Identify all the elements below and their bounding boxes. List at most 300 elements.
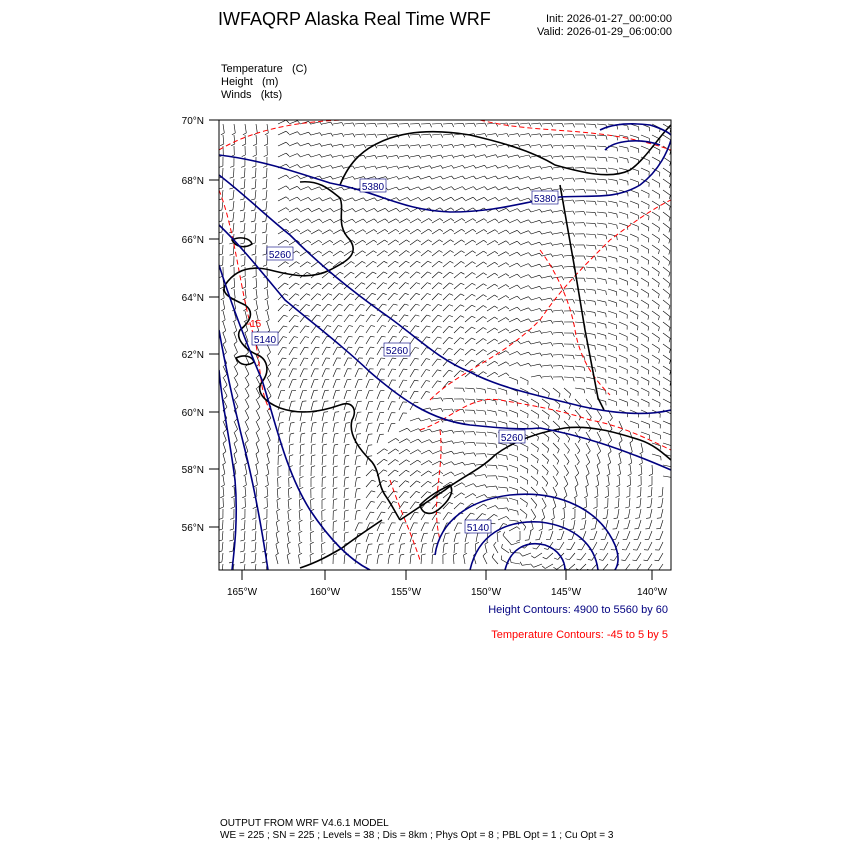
wind-barb bbox=[619, 168, 628, 170]
wind-barb-flag bbox=[606, 302, 607, 306]
contour-label bbox=[499, 430, 525, 444]
wind-barb bbox=[487, 176, 496, 179]
wind-barb bbox=[366, 358, 370, 366]
wind-barb bbox=[289, 326, 294, 333]
wind-barb-flag bbox=[483, 328, 486, 330]
wind-barb bbox=[465, 513, 471, 520]
wind-barb-flag bbox=[418, 460, 421, 462]
wind-barb-flag bbox=[346, 423, 350, 424]
wind-barb-flag bbox=[483, 306, 486, 308]
wind-barb bbox=[344, 326, 349, 334]
wind-barb bbox=[520, 465, 528, 469]
wind-barb bbox=[322, 380, 325, 388]
wind-barb bbox=[355, 134, 364, 135]
wind-barb-flag bbox=[463, 442, 465, 445]
wind-barb bbox=[606, 520, 608, 529]
wind-barb-flag bbox=[632, 560, 636, 561]
wind-barb bbox=[399, 304, 405, 311]
wind-barb-flag bbox=[342, 155, 344, 158]
wind-barb bbox=[300, 240, 308, 245]
wind-barb bbox=[531, 375, 540, 377]
init-time: Init: 2026-01-27_00:00:00 bbox=[546, 13, 672, 25]
wind-barb-flag bbox=[495, 273, 498, 275]
wind-barb bbox=[421, 512, 426, 520]
wind-barb bbox=[256, 476, 257, 485]
wind-barb-flag bbox=[582, 518, 586, 519]
wind-barb bbox=[487, 361, 495, 366]
wind-barb bbox=[476, 514, 482, 521]
wind-barb-flag bbox=[462, 229, 465, 231]
wind-barb bbox=[399, 402, 403, 410]
wind-barb bbox=[443, 294, 449, 300]
wind-barb-flag bbox=[462, 219, 465, 222]
wind-barb-flag bbox=[331, 144, 333, 147]
lat-tick-label: 60°N bbox=[181, 408, 204, 419]
wind-barb-flag bbox=[276, 520, 279, 522]
wind-barb bbox=[619, 179, 628, 181]
wind-barb-flag bbox=[620, 429, 623, 432]
wind-barb bbox=[289, 412, 291, 421]
wind-barb bbox=[476, 155, 485, 157]
wind-barb bbox=[311, 165, 320, 168]
wind-barb bbox=[498, 230, 506, 234]
wind-barb-flag bbox=[669, 229, 670, 233]
wind-barb bbox=[476, 123, 485, 124]
wind-barb-flag bbox=[506, 296, 509, 299]
wind-barb bbox=[366, 512, 370, 520]
wind-barb-flag bbox=[584, 334, 585, 338]
wind-barb-flag bbox=[485, 389, 486, 393]
wind-barb-flag bbox=[395, 449, 398, 451]
wind-barb bbox=[443, 123, 452, 124]
wind-barb-flag bbox=[430, 176, 433, 179]
wind-barb bbox=[355, 347, 359, 355]
wind-barb-flag bbox=[565, 484, 568, 487]
wind-barb bbox=[333, 434, 335, 443]
wind-barb-flag bbox=[297, 121, 300, 124]
wind-barb-flag bbox=[415, 369, 419, 370]
wind-barb bbox=[509, 498, 518, 501]
wind-barb bbox=[388, 240, 395, 245]
wind-barb-flag bbox=[262, 221, 266, 222]
wind-barb bbox=[534, 564, 542, 567]
wind-barb-flag bbox=[242, 155, 246, 157]
wind-barb-flag bbox=[638, 315, 639, 319]
wind-barb bbox=[256, 278, 257, 287]
wind-barb bbox=[366, 555, 368, 564]
wind-barb bbox=[388, 145, 397, 146]
wind-barb-flag bbox=[383, 283, 387, 285]
wind-barb bbox=[487, 506, 495, 510]
wind-barb-flag bbox=[406, 261, 410, 263]
wind-barb bbox=[311, 456, 312, 465]
wind-barb bbox=[245, 520, 246, 529]
wind-barb bbox=[222, 553, 223, 562]
wind-barb bbox=[542, 166, 551, 168]
wind-barb bbox=[509, 465, 518, 468]
wind-barb-flag bbox=[342, 133, 344, 137]
wind-barb-flag bbox=[621, 560, 625, 561]
wind-barb bbox=[663, 355, 670, 360]
wind-barb-flag bbox=[230, 177, 234, 178]
wind-barb-flag bbox=[551, 232, 553, 235]
wind-barb bbox=[652, 289, 659, 294]
wind-barb bbox=[311, 358, 315, 366]
wind-barb-flag bbox=[430, 419, 433, 422]
wind-barb-flag bbox=[529, 166, 531, 169]
wind-barb-flag bbox=[361, 304, 365, 305]
wind-barb bbox=[366, 534, 369, 543]
wind-barb-flag bbox=[407, 439, 410, 442]
wind-barb bbox=[278, 175, 286, 179]
wind-barb bbox=[311, 230, 319, 234]
wind-barb bbox=[289, 262, 296, 267]
wind-barb bbox=[454, 155, 463, 157]
wind-barb bbox=[663, 421, 671, 425]
wind-barb-flag bbox=[428, 261, 432, 263]
wind-barb-flag bbox=[334, 466, 338, 467]
wind-barb-flag bbox=[326, 347, 330, 348]
wind-barb-flag bbox=[441, 134, 443, 138]
wind-barb-flag bbox=[417, 251, 420, 253]
wind-barb-flag bbox=[297, 175, 300, 178]
wind-barb-flag bbox=[333, 521, 337, 522]
wind-barb bbox=[586, 311, 595, 312]
wind-barb-flag bbox=[301, 444, 305, 445]
wind-barb-flag bbox=[472, 273, 475, 275]
wind-barb-flag bbox=[451, 187, 454, 190]
wind-barb-flag bbox=[382, 326, 386, 327]
wind-barb bbox=[388, 251, 395, 257]
wind-barb-flag bbox=[371, 491, 375, 492]
wind-barb-flag bbox=[528, 286, 531, 289]
wind-barb-flag bbox=[450, 283, 454, 285]
wind-barb bbox=[432, 337, 438, 344]
wind-barb-flag bbox=[659, 338, 660, 342]
wind-barb bbox=[355, 326, 360, 334]
wind-barb-flag bbox=[346, 434, 350, 435]
wind-barb-flag bbox=[520, 562, 522, 566]
wind-barb-flag bbox=[510, 549, 511, 553]
wind-barb-flag bbox=[255, 474, 258, 476]
wind-barb bbox=[531, 421, 539, 426]
wind-barb bbox=[522, 564, 531, 565]
wind-barb bbox=[619, 388, 627, 391]
wind-barb bbox=[267, 168, 268, 177]
wind-barb-flag bbox=[229, 573, 233, 574]
wind-barb bbox=[597, 212, 606, 213]
wind-barb bbox=[597, 454, 600, 462]
wind-barb bbox=[564, 498, 566, 507]
wind-barb bbox=[388, 358, 392, 366]
wind-barb-flag bbox=[441, 155, 443, 158]
wind-barb bbox=[476, 432, 485, 433]
wind-barb bbox=[542, 443, 549, 449]
wind-barb bbox=[267, 388, 271, 396]
wind-barb-flag bbox=[262, 232, 266, 233]
wind-barb bbox=[597, 157, 606, 158]
wind-barb bbox=[564, 189, 573, 190]
wind-barb bbox=[586, 465, 589, 473]
wind-barb-flag bbox=[506, 252, 509, 255]
wind-barb bbox=[583, 531, 586, 539]
wind-barb bbox=[608, 465, 610, 474]
wind-barb-flag bbox=[659, 382, 660, 386]
wind-barb bbox=[476, 350, 483, 356]
wind-barb bbox=[300, 347, 305, 355]
wind-barb bbox=[625, 553, 630, 561]
wind-barb-flag bbox=[451, 472, 454, 475]
wind-barb-flag bbox=[474, 453, 476, 457]
wind-barb-flag bbox=[517, 296, 520, 299]
wind-barb-flag bbox=[306, 294, 310, 296]
wind-barb-flag bbox=[648, 338, 649, 342]
wind-barb bbox=[487, 155, 496, 157]
wind-barb-flag bbox=[319, 198, 322, 201]
wind-barb bbox=[465, 533, 467, 542]
wind-barb-flag bbox=[452, 155, 454, 158]
wind-barb bbox=[421, 187, 429, 190]
wind-barb bbox=[289, 347, 294, 355]
wind-barb-flag bbox=[460, 349, 464, 351]
wind-barb-flag bbox=[584, 378, 585, 382]
wind-barb-flag bbox=[221, 485, 224, 487]
wind-barb-flag bbox=[384, 470, 388, 472]
wind-barb bbox=[234, 333, 237, 342]
wind-barb bbox=[476, 240, 484, 245]
wind-barb bbox=[377, 272, 384, 278]
wind-barb-flag bbox=[423, 544, 427, 545]
wind-barb bbox=[608, 223, 617, 225]
wind-barb bbox=[421, 461, 429, 466]
wind-barb bbox=[586, 399, 592, 406]
wind-barb bbox=[542, 145, 551, 146]
wind-barb-flag bbox=[441, 398, 443, 402]
wind-barb bbox=[597, 355, 606, 358]
wind-barb bbox=[333, 326, 338, 333]
wind-barb bbox=[377, 358, 381, 366]
wind-barb-flag bbox=[669, 206, 670, 210]
wind-barb-flag bbox=[617, 247, 618, 251]
wind-barb-flag bbox=[529, 177, 532, 180]
wind-barb bbox=[421, 240, 428, 245]
wind-barb-flag bbox=[526, 515, 527, 519]
wind-barb-flag bbox=[333, 554, 337, 555]
wind-barb bbox=[234, 322, 237, 331]
wind-barb-flag bbox=[495, 295, 498, 297]
wind-barb bbox=[531, 388, 539, 393]
wind-barb-flag bbox=[531, 556, 534, 558]
wind-barb bbox=[597, 432, 601, 440]
wind-barb-flag bbox=[483, 317, 486, 319]
wind-barb bbox=[377, 534, 380, 543]
wind-barb-flag bbox=[617, 181, 618, 185]
wind-barb bbox=[377, 336, 382, 344]
wind-barb bbox=[322, 133, 331, 135]
wind-barb-flag bbox=[286, 197, 289, 200]
wind-barb-flag bbox=[254, 309, 257, 311]
wind-barb bbox=[597, 256, 606, 258]
wind-barb bbox=[234, 432, 237, 440]
wind-barb-flag bbox=[495, 284, 498, 286]
wind-barb bbox=[443, 251, 450, 257]
wind-barb bbox=[619, 157, 628, 159]
wind-barb bbox=[366, 501, 371, 509]
wind-barb-flag bbox=[540, 242, 543, 245]
wind-barb bbox=[454, 197, 462, 201]
wind-barb-flag bbox=[495, 372, 498, 374]
wind-barb bbox=[550, 531, 553, 540]
wind-barb-flag bbox=[284, 326, 288, 327]
wind-barb bbox=[421, 293, 427, 300]
wind-barb bbox=[333, 208, 341, 212]
wind-barb bbox=[267, 432, 270, 440]
lon-tick-label: 165°W bbox=[226, 587, 258, 598]
wind-barb-flag bbox=[341, 198, 344, 201]
wind-barb bbox=[355, 272, 362, 278]
wind-barb bbox=[355, 208, 363, 212]
wind-barb bbox=[476, 495, 484, 499]
wind-barb bbox=[256, 520, 257, 529]
wind-barb bbox=[267, 487, 268, 496]
wind-barb-flag bbox=[549, 393, 550, 397]
wind-barb bbox=[487, 165, 496, 168]
wind-barb bbox=[630, 465, 631, 474]
wind-barb-flag bbox=[608, 451, 611, 454]
wind-barb-flag bbox=[584, 256, 586, 260]
wind-barb bbox=[564, 266, 573, 267]
wind-barb-flag bbox=[251, 199, 255, 200]
wind-barb-flag bbox=[316, 336, 320, 337]
wind-barb bbox=[311, 445, 312, 454]
wind-barb bbox=[344, 511, 345, 520]
wind-barb bbox=[465, 165, 474, 168]
wind-barb-flag bbox=[659, 206, 660, 210]
wind-barb bbox=[399, 261, 406, 267]
wind-barb bbox=[443, 283, 450, 289]
wind-barb bbox=[355, 145, 364, 146]
wind-barb-flag bbox=[507, 477, 508, 481]
wind-barb bbox=[509, 274, 517, 278]
wind-barb bbox=[465, 305, 472, 311]
wind-barb bbox=[443, 326, 449, 333]
wind-barb-flag bbox=[606, 224, 607, 228]
wind-barb-flag bbox=[473, 219, 476, 222]
wind-barb-flag bbox=[414, 391, 418, 392]
wind-barb-flag bbox=[537, 471, 538, 475]
wind-barb-flag bbox=[540, 286, 543, 289]
height-contour-note: Height Contours: 4900 to 5560 by 60 bbox=[488, 604, 668, 616]
wind-barb-flag bbox=[595, 124, 596, 128]
wind-barb bbox=[520, 231, 528, 234]
wind-barb bbox=[546, 553, 553, 559]
wind-barb bbox=[255, 190, 256, 199]
wind-barb bbox=[586, 267, 595, 268]
wind-barb bbox=[520, 209, 529, 212]
wind-barb-flag bbox=[320, 154, 323, 157]
wind-barb-flag bbox=[463, 165, 466, 168]
wind-barb bbox=[288, 511, 289, 520]
wind-barb-flag bbox=[573, 145, 575, 149]
wind-barb-flag bbox=[506, 230, 509, 233]
wind-barb bbox=[432, 381, 437, 388]
wind-barb bbox=[531, 364, 540, 366]
wind-barb-flag bbox=[263, 518, 267, 519]
wind-barb-flag bbox=[262, 562, 266, 563]
wind-barb bbox=[388, 134, 397, 135]
wind-barb bbox=[255, 553, 256, 562]
wind-barb bbox=[245, 135, 246, 144]
wind-barb bbox=[276, 544, 278, 553]
wind-barb-flag bbox=[648, 227, 649, 231]
wind-barb bbox=[223, 322, 226, 331]
wind-barb-flag bbox=[406, 470, 410, 472]
wind-barb bbox=[355, 336, 360, 344]
wind-barb bbox=[244, 531, 245, 540]
wind-barb bbox=[289, 165, 297, 169]
wind-barb bbox=[399, 358, 404, 366]
wind-barb-flag bbox=[371, 501, 375, 502]
wind-barb bbox=[410, 145, 419, 146]
wind-barb bbox=[255, 179, 256, 188]
wind-barb bbox=[344, 369, 348, 377]
wind-barb-flag bbox=[439, 261, 443, 263]
wind-barb-flag bbox=[251, 232, 255, 233]
wind-barb bbox=[267, 476, 268, 485]
wind-barb-flag bbox=[364, 155, 366, 158]
wind-barb bbox=[377, 369, 381, 377]
wind-barb bbox=[476, 410, 485, 411]
wind-barb bbox=[311, 262, 318, 267]
wind-barb-flag bbox=[415, 348, 419, 349]
wind-barb-flag bbox=[540, 375, 542, 378]
wind-barb bbox=[388, 413, 391, 421]
wind-barb bbox=[498, 198, 506, 201]
wind-barb-flag bbox=[452, 409, 454, 413]
wind-barb bbox=[531, 443, 538, 448]
wind-barb bbox=[498, 362, 506, 366]
wind-barb bbox=[652, 432, 660, 435]
wind-barb bbox=[443, 370, 449, 377]
wind-barb bbox=[300, 165, 309, 168]
wind-barb-flag bbox=[352, 209, 355, 212]
wind-barb-flag bbox=[330, 208, 333, 211]
wind-barb-flag bbox=[596, 474, 599, 477]
wind-barb-flag bbox=[267, 440, 270, 443]
wind-barb-flag bbox=[553, 507, 556, 510]
wind-barb-flag bbox=[672, 478, 673, 482]
wind-barb bbox=[432, 533, 435, 542]
wind-barb-flag bbox=[451, 197, 454, 200]
wind-barb-flag bbox=[224, 396, 227, 399]
wind-barb-flag bbox=[517, 318, 520, 321]
wind-barb-flag bbox=[517, 329, 520, 332]
wind-barb bbox=[520, 319, 528, 322]
wind-barb-flag bbox=[517, 307, 520, 310]
wind-barb-flag bbox=[518, 134, 520, 137]
wind-barb-flag bbox=[474, 155, 476, 158]
wind-barb-flag bbox=[484, 240, 487, 242]
wind-barb-flag bbox=[345, 521, 349, 522]
wind-barb bbox=[344, 555, 345, 564]
wind-barb bbox=[542, 465, 548, 471]
wind-barb-flag bbox=[265, 298, 269, 300]
wind-barb-flag bbox=[501, 556, 502, 560]
wind-barb-flag bbox=[257, 418, 260, 421]
wind-barb bbox=[630, 212, 638, 215]
wind-barb bbox=[410, 166, 419, 168]
wind-barb bbox=[628, 520, 631, 529]
